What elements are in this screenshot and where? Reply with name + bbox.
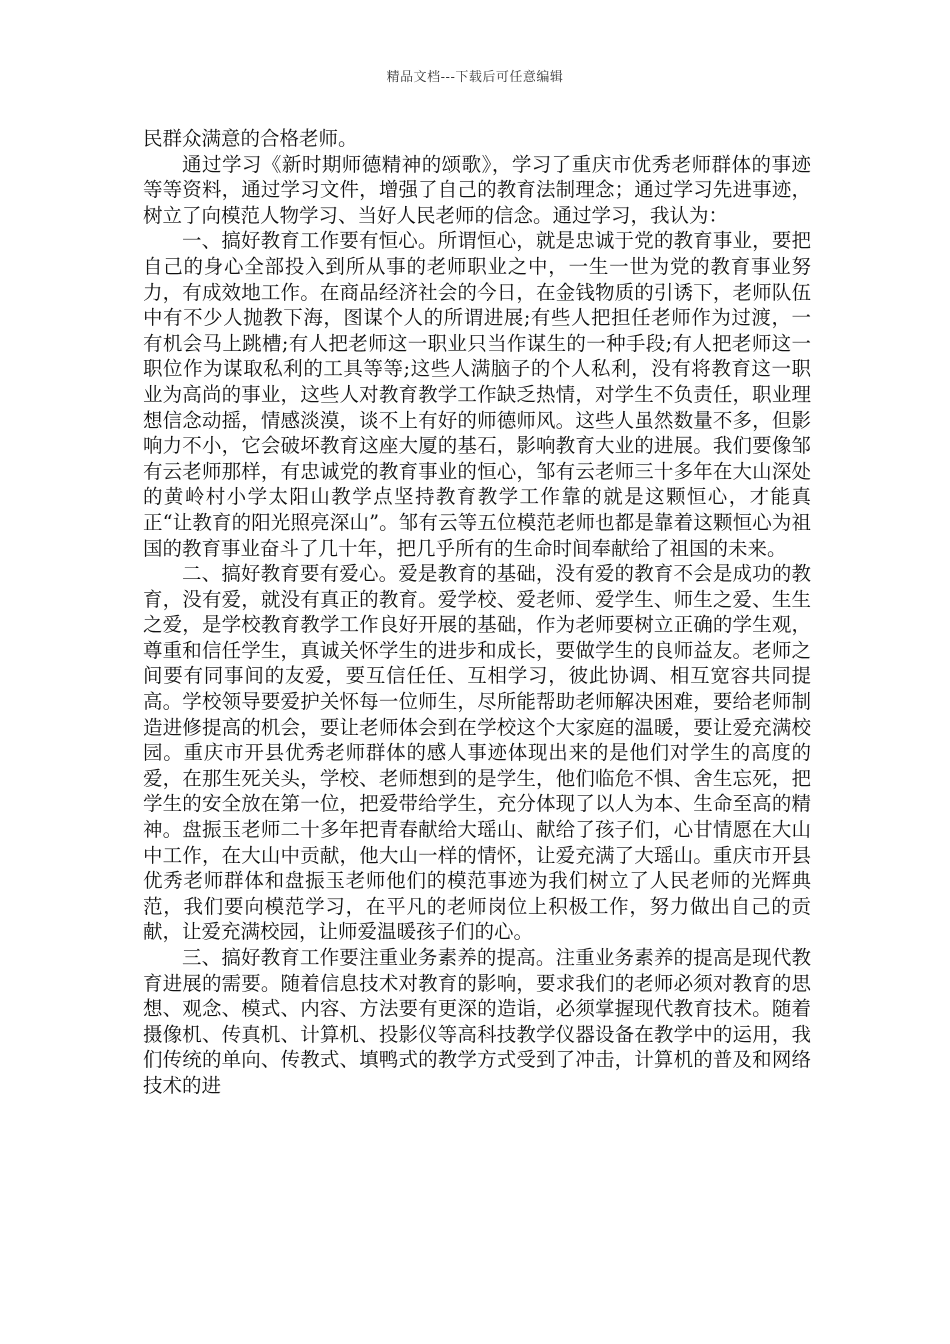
document-body xyxy=(143,126,811,1099)
paragraph-continuation: 民群众满意的合格老师。 xyxy=(143,127,358,150)
paragraph-professional-quality: 三、搞好教育工作要注重业务素养的提高。注重业务素养的提高是现代教育进展的需要。随着信息技术对教育的影响，要求我们的老师必须对教育的思想、观念、模式、内容、方法要有更深的造诣，必须掌握现代教育技术。随着摄像机、传真机、计算机、投影仪等高科技教学仪器设备在教学中的运用，我们传统的单向、传教式、填鸭式的教学方式受到了冲击，计算机的普及和网络技术的进 xyxy=(143,946,811,1097)
page-header: 精品文档---下载后可任意编辑 xyxy=(386,70,564,85)
paragraph-intro: 通过学习《新时期师德精神的颂歌》，学习了重庆市优秀老师群体的事迹等等资料，通过学习文件，增强了自己的教育法制理念；通过学习先进事迹，树立了向模范人物学习、当好人民老师的信念。通过学习，我认为： xyxy=(143,152,811,227)
paragraph-love: 二、搞好教育要有爱心。爱是教育的基础，没有爱的教育不会是成功的教育，没有爱，就没有真正的教育。爱学校、爱老师、爱学生、师生之爱、生生之爱，是学校教育教学工作良好开展的基础，作为老师要树立正确的学生观，尊重和信任学生，真诚关怀学生的进步和成长，要做学生的良师益友。老师之间要有同事间的友爱，要互信任任、互相学习，彼此协调、相互宽容共同提高。学校领导要爱护关怀每一位师生，尽所能帮助老师解决困难，要给老师制造进修提高的机会，要让老师体会到在学校这个大家庭的温暖，要让爱充满校园。重庆市开县优秀老师群体的感人事迹体现出来的是他们对学生的高度的爱，在那生死关头，学校、老师想到的是学生，他们临危不惧、舍生忘死，把学生的安全放在第一位，把爱带给学生，充分体现了以人为本、生命至高的精神。盘振玉老师二十多年把青春献给大瑶山、献给了孩子们，心甘情愿在大山中工作，在大山中贡献，他大山一样的情怀，让爱充满了大瑶山。重庆市开县优秀老师群体和盘振玉老师他们的模范事迹为我们树立了人民老师的光辉典范，我们要向模范学习，在平凡的老师岗位上积极工作，努力做出自己的贡献，让爱充满校园，让师爱温暖孩子们的心。 xyxy=(143,562,811,944)
paragraph-perseverance: 一、搞好教育工作要有恒心。所谓恒心，就是忠诚于党的教育事业，要把自己的身心全部投入到所从事的老师职业之中，一生一世为党的教育事业努力，有成效地工作。在商品经济社会的今日，在金钱物质的引诱下，老师队伍中有不少人抛教下海，图谋个人的所谓进展;有些人把担任老师作为过渡，一有机会马上跳槽;有人把老师这一职业只当作谋生的一种手段;有人把老师这一职位作为谋取私利的工具等等;这些人满脑子的个人私利，没有将教育这一职业为高尚的事业，这些人对教育教学工作缺乏热情，对学生不负责任，职业理想信念动摇，情感淡漠，谈不上有好的师德师风。这些人虽然数量不多，但影响力不小，它会破坏教育这座大厦的基石，影响教育大业的进展。我们要像邹有云老师那样，有忠诚党的教育事业的恒心，邹有云老师三十多年在大山深处的黄岭村小学太阳山教学点坚持教育教学工作靠的就是这颗恒心，才能真正“让教育的阳光照亮深山”。邹有云等五位模范老师也都是靠着这颗恒心为祖国的教育事业奋斗了几十年，把几乎所有的生命时间奉献给了祖国的未来。 xyxy=(143,229,811,560)
